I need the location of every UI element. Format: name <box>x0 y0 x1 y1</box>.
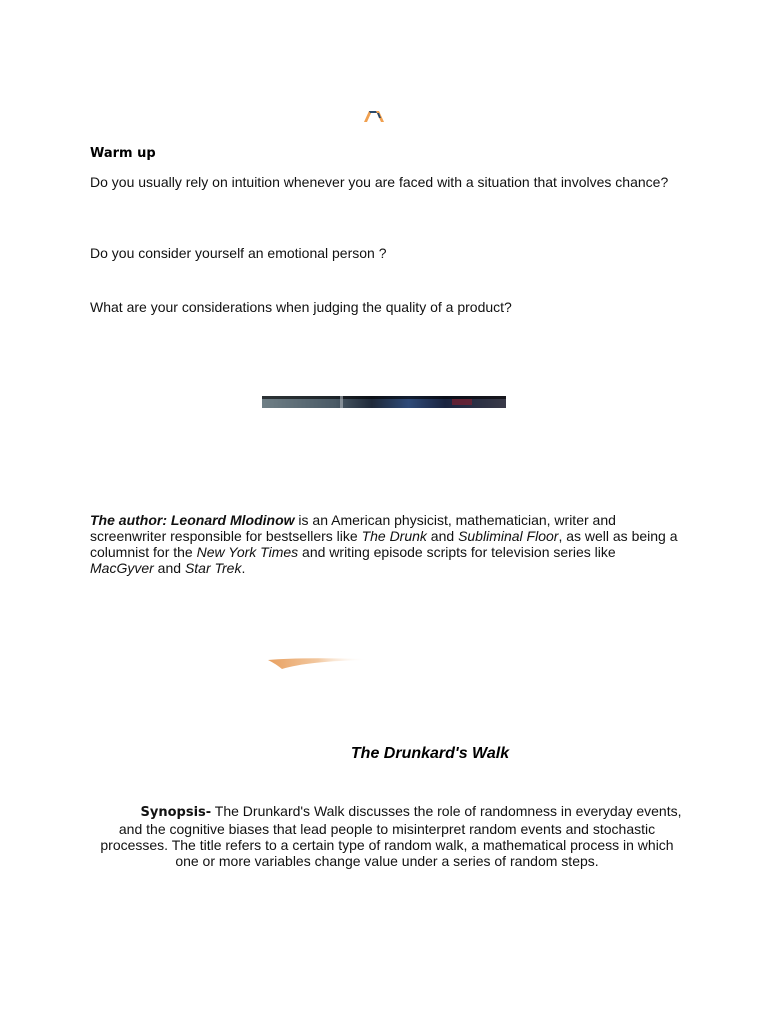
decorative-swoosh <box>268 655 368 671</box>
synopsis-label: Synopsis- <box>140 805 212 820</box>
author-paragraph <box>90 512 682 576</box>
warmup-heading: Warm up <box>90 146 156 161</box>
author-label: The author: Leonard Mlodinow <box>90 512 295 528</box>
book-title <box>0 745 768 763</box>
show-star-trek: Star Trek <box>184 560 242 576</box>
warmup-question-1: Do you usually rely on intuition whenever you are faced with a situation that involves chance? <box>90 174 669 190</box>
newspaper-name: New York Times <box>196 544 299 560</box>
logo-icon <box>362 108 386 124</box>
author-text-4: and writing episode scripts for television series like <box>298 544 616 560</box>
warmup-question-2: Do you consider yourself an emotional person ? <box>90 245 387 261</box>
cropped-photo <box>262 396 506 408</box>
book-the-drunk: The Drunk <box>361 528 427 544</box>
synopsis-text: The Drunkard's Walk discusses the role of randomness in everyday events, and the cognitive biases that lead people to misinterpret random events and stochastic processes. The title refers to a certain type of random walk, a mathematical process in which one or more variables change value under a series of random steps. <box>100 803 682 869</box>
show-macgyver: MacGyver <box>90 560 154 576</box>
author-text-1: is an American physicist, mathematician, writer and screenwriter responsible for bestsellers like <box>90 512 616 544</box>
author-text-2: and <box>426 528 459 544</box>
author-text-3: , as well as being a columnist for the <box>90 528 678 560</box>
synopsis-paragraph <box>92 803 682 869</box>
author-text-6: . <box>241 560 246 576</box>
warmup-question-3: What are your considerations when judging the quality of a product? <box>90 299 512 315</box>
book-subliminal-floor: Subliminal Floor <box>458 528 559 544</box>
book-title-text: The Drunkard's Walk <box>350 745 510 762</box>
author-text-5: and <box>153 560 185 576</box>
